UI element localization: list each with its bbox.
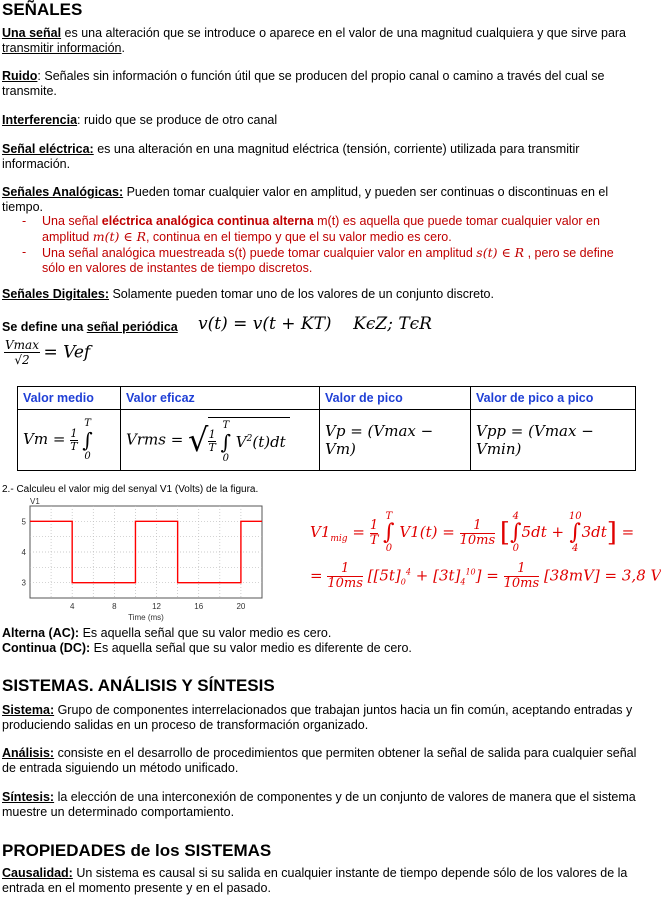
ac-definition: Alterna (AC): Es aquella señal que su valor medio es cero. — [2, 626, 332, 640]
periodic-formula: v(t) = v(t + KT) KϵZ; TϵR — [198, 314, 432, 334]
analog-text: Pueden tomar cualquier valor en amplitud, y pueden ser continuas o discontinuas en el tiempo. — [2, 185, 609, 214]
x-tick-label: 20 — [236, 602, 246, 611]
noise-definition — [2, 69, 638, 99]
x-tick-label: 8 — [112, 602, 117, 611]
handwritten-eq-line1: $V1_{mig}$ = $\frac{1}{T}$ T ∫ 0 V1(t) = $\frac{1}{10ms}$ [ 4 ∫ 0 5dt + 10 ∫ 4 3dt] = — [310, 511, 635, 554]
digital-definition — [2, 287, 638, 302]
x-tick-label: 12 — [152, 602, 161, 611]
synthesis-definition: Síntesis: la elección de una interconexión de componentes y de un conjunto de valores de manera que el sistema muestre un determinado comportamiento. — [2, 790, 636, 819]
periodic-term: señal periódica — [86, 320, 178, 334]
bullet-sampled: - Una señal analógica muestreada s(t) puede tomar cualquier valor en amplitud s(t) ∈ R , pero se define sólo en valores de instantes de tiempo discretos. — [22, 245, 634, 276]
interference-definition — [2, 113, 638, 128]
peak-to-peak-formula: Vpp = (Vmax − Vmin) — [471, 410, 636, 471]
digital-term: Señales Digitales: — [2, 287, 109, 301]
system-definition: Sistema: Grupo de componentes interrelacionados que trabajan juntos hacia un fin común, aceptando entradas y produciendo salidas en un proceso de transformación organizado. — [2, 703, 633, 732]
header-peak-to-peak: Valor de pico a pico — [471, 387, 636, 410]
signal-series — [30, 521, 262, 582]
systems-heading: SISTEMAS. ANÁLISIS Y SÍNTESIS — [2, 676, 275, 695]
analysis-term: Análisis: — [2, 746, 55, 760]
properties-heading: PROPIEDADES de los SISTEMAS — [2, 841, 272, 860]
mean-formula: Vm = $\frac{1}{T}$ T ∫ 0 — [18, 410, 121, 471]
dc-definition: Continua (DC): Es aquella señal que su valor medio es diferente de cero. — [2, 641, 412, 655]
header-mean: Valor medio — [18, 387, 121, 410]
interference-text: : ruido que se produce de otro canal — [77, 113, 278, 127]
analog-definition — [2, 185, 638, 215]
dc-term: Continua (DC): — [2, 641, 91, 655]
vef-rhs: = Vef — [43, 342, 91, 363]
page-title: SEÑALES — [2, 0, 83, 19]
series-line-v1 — [30, 521, 262, 582]
ac-term: Alterna (AC): — [2, 626, 80, 640]
signal-text: es una alteración que se introduce o aparece en el valor de una magnitud cualquiera y que sirve para — [61, 26, 627, 40]
peak-formula: Vp = (Vmax − Vm) — [320, 410, 471, 471]
system-term: Sistema: — [2, 703, 55, 717]
vef-numerator: Vmax — [5, 338, 39, 352]
electric-term: Señal eléctrica: — [2, 142, 94, 156]
causality-definition: Causalidad: Un sistema es causal si su salida en cualquier instante de tiempo depende sólo de los valores de la entrada en el momento presente y en el pasado. — [2, 866, 628, 895]
rms-formula: Vrms = √ $\frac{1}{T}$ T ∫ 0 $V^2(t)dt$ — [121, 410, 320, 471]
signal-chart — [2, 498, 270, 624]
signal-tail: transmitir información — [2, 41, 122, 55]
electric-signal-definition — [2, 142, 638, 172]
plot-frame — [30, 506, 262, 598]
y-tick-label: 5 — [21, 517, 26, 527]
series-label: V1 — [30, 497, 40, 506]
chart-grid — [30, 506, 262, 598]
analysis-definition: Análisis: consiste en el desarrollo de procedimientos que permiten obtener la señal de salida para cualquier señal de entrada siguiendo un método unificado. — [2, 746, 637, 775]
synthesis-term: Síntesis: — [2, 790, 55, 804]
header-peak: Valor de pico — [320, 387, 471, 410]
exercise-title: 2.- Calculeu el valor mig del senyal V1 (Volts) de la figura. — [2, 484, 259, 495]
values-table — [17, 386, 636, 471]
signal-definition: Una señal es una alteración que se introduce o aparece en el valor de una magnitud cualquiera y que sirve para transmitir información. — [2, 26, 627, 55]
x-tick-label: 16 — [194, 602, 204, 611]
noise-text: : Señales sin información o función útil que se producen del propio canal o camino a través del cual se transmite. — [2, 69, 605, 98]
y-tick-label: 4 — [21, 548, 26, 557]
digital-text: Solamente pueden tomar uno de los valores de un conjunto discreto. — [109, 287, 494, 301]
analog-bullets — [22, 214, 634, 276]
interference-term: Interferencia — [2, 113, 78, 127]
x-tick-labels — [70, 602, 246, 611]
electric-text: es una alteración en una magnitud eléctrica (tensión, corriente) utilizada para transmitir información. — [2, 142, 580, 171]
y-tick-labels — [22, 517, 27, 587]
bullet-continuous: - Una señal eléctrica analógica continua alterna m(t) es aquella que puede tomar cualquier valor en amplitud m(t) ∈ R, continua en el tiempo y que el su valor medio es cero. — [22, 214, 634, 245]
x-axis-label: Time (ms) — [128, 613, 164, 622]
x-tick-label: 4 — [69, 602, 75, 611]
causality-term: Causalidad: — [2, 866, 73, 880]
signal-term: Una señal — [2, 26, 62, 40]
y-tick-label: 3 — [21, 578, 26, 588]
vef-denominator: √2 — [14, 353, 30, 367]
noise-term: Ruido — [2, 69, 38, 83]
handwritten-eq-line2: = $\frac{1}{10ms}$ $[[5t]_0^4 + [3t]_4^{10}]$ = $\frac{1}{10ms}$ [38mV] = 3,8 V — [310, 561, 661, 591]
periodic-definition: Se define una señal periódica — [2, 320, 178, 334]
vef-formula — [4, 338, 90, 367]
analog-term: Señales Analógicas: — [2, 185, 124, 199]
header-rms: Valor eficaz — [121, 387, 320, 410]
